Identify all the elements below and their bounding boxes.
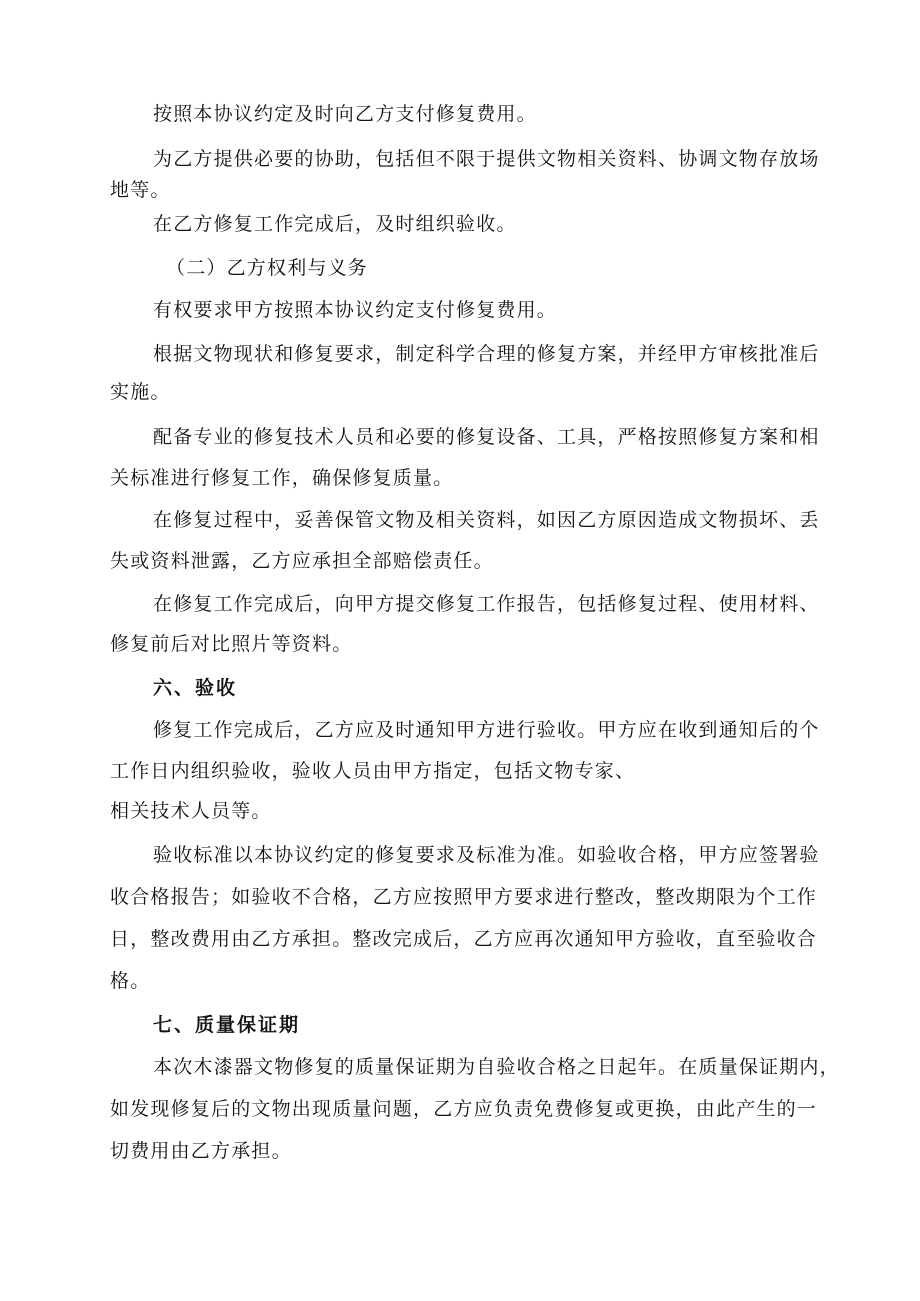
paragraph-line: 在修复工作完成后，向甲方提交修复工作报告，包括修复过程、使用材料、 <box>153 593 820 615</box>
paragraph-line: 修复工作完成后，乙方应及时通知甲方进行验收。甲方应在收到通知后的个 <box>153 719 820 741</box>
paragraph-line: 工作日内组织验收，验收人员由甲方指定，包括文物专家、 <box>110 760 636 782</box>
paragraph-line: 根据文物现状和修复要求，制定科学合理的修复方案，并经甲方审核批准后 <box>153 343 820 365</box>
paragraph-line: 在修复过程中，妥善保管文物及相关资料，如因乙方原因造成文物损坏、丢 <box>153 509 820 531</box>
paragraph-line: 有权要求甲方按照本协议约定支付修复费用。 <box>153 299 558 321</box>
paragraph-line: 实施。 <box>110 381 171 403</box>
paragraph-line: 在乙方修复工作完成后，及时组织验收。 <box>153 213 517 235</box>
paragraph-line: 如发现修复后的文物出现质量问题，乙方应负责免费修复或更换，由此产生的一 <box>110 1098 818 1120</box>
paragraph-line: 为乙方提供必要的协助，包括但不限于提供文物相关资料、协调文物存放场 <box>153 148 820 170</box>
paragraph-line: 配备专业的修复技术人员和必要的修复设备、工具，严格按照修复方案和相 <box>153 426 820 448</box>
paragraph-line: 关标准进行修复工作，确保修复质量。 <box>110 467 454 489</box>
paragraph-line: 地等。 <box>110 179 171 201</box>
section-heading-acceptance: 六、验收 <box>153 677 238 699</box>
section-heading-warranty: 七、质量保证期 <box>153 1014 301 1036</box>
paragraph-line: 日，整改费用由乙方承担。整改完成后，乙方应再次通知甲方验收，直至验收合 <box>110 928 818 950</box>
paragraph-line: 修复前后对比照片等资料。 <box>110 633 353 655</box>
paragraph-line: 收合格报告；如验收不合格，乙方应按照甲方要求进行整改，整改期限为个工作 <box>110 886 818 908</box>
paragraph-line: 相关技术人员等。 <box>110 800 272 822</box>
paragraph-line: 格。 <box>110 970 151 992</box>
paragraph-line: 切费用由乙方承担。 <box>110 1140 292 1162</box>
paragraph-line: 失或资料泄露，乙方应承担全部赔偿责任。 <box>110 550 494 572</box>
subsection-heading: （二）乙方权利与义务 <box>166 257 369 279</box>
paragraph-line: 本次木漆器文物修复的质量保证期为自验收合格之日起年。在质量保证期内， <box>153 1056 840 1078</box>
paragraph-line: 按照本协议约定及时向乙方支付修复费用。 <box>153 103 537 125</box>
paragraph-line: 验收标准以本协议约定的修复要求及标准为准。如验收合格，甲方应签署验 <box>153 844 820 866</box>
